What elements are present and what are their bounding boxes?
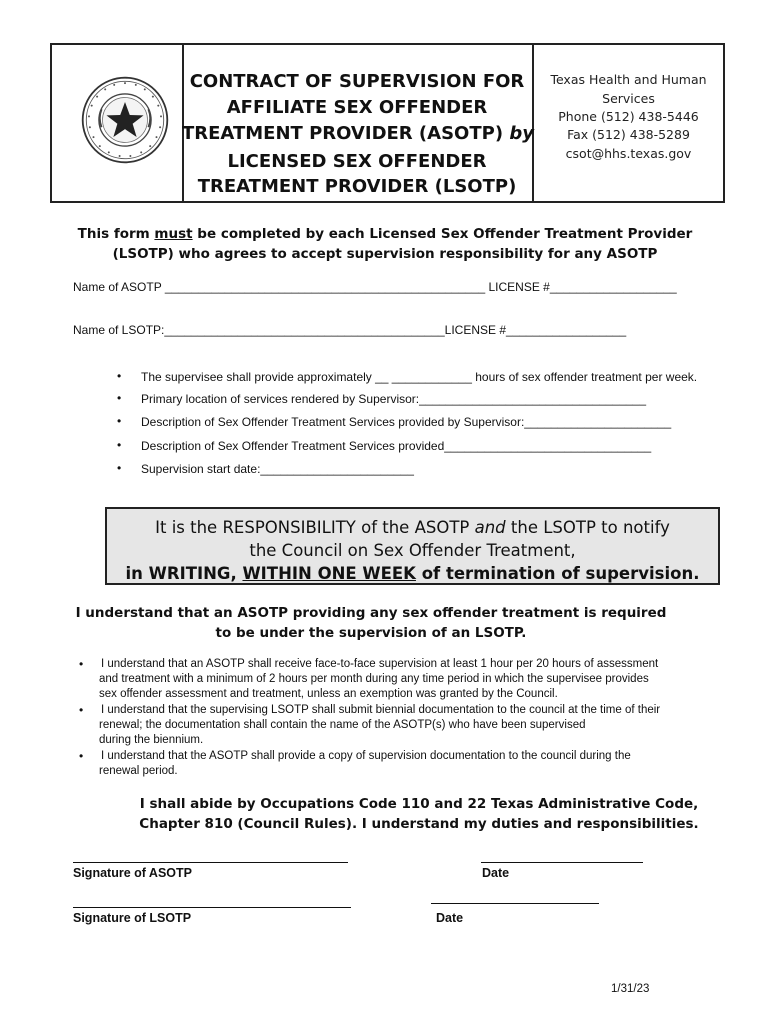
abide-line-2: Chapter 810 (Council Rules). I understand my duties and responsibilities. [139,816,699,832]
lsotp-signature-line[interactable] [73,907,351,908]
asotp-date-line[interactable] [481,862,643,863]
agency-email: csot@hhs.texas.gov [565,146,692,161]
services-provided-field[interactable]: Description of Sex Offender Treatment Services provided_______________________________ [141,439,652,453]
list-item-1-line-3: sex offender assessment and treatment, unless an exemption was granted by the Council. [99,688,558,700]
bullet-icon: • [117,461,122,475]
revision-date: 1/31/23 [611,983,650,995]
understand-line-2: to be under the supervision of an LSOTP. [215,625,527,641]
intro-line-1 [0,226,770,242]
title-cell [182,45,534,201]
list-item-2-line-1: I understand that the supervising LSOTP shall submit biennial documentation to the council at the time of their [101,704,661,716]
intro-line-1-pre: This form [77,226,155,242]
form-title-line-4: LICENSED SEX OFFENDER [227,151,487,172]
services-by-supervisor-field[interactable]: Description of Sex Offender Treatment Services provided by Supervisor:______________________ [141,415,672,429]
form-title-line-3-text: TREATMENT PROVIDER (ASOTP) [182,123,510,144]
resp-1d: and [474,518,506,537]
resp-1c: of the ASOTP [355,518,475,537]
bullet-icon: • [117,391,122,405]
supervision-start-date-field[interactable]: Supervision start date:_______________________ [141,462,414,476]
lsotp-name-license-field[interactable]: Name of LSOTP:__________________________________________LICENSE #__________________ [73,323,627,337]
resp-3a: in WRITING, [125,564,243,583]
intro-line-2: (LSOTP) who agrees to accept supervision responsibility for any ASOTP [112,246,658,262]
agency-phone: Phone (512) 438-5446 [558,109,699,124]
responsibility-notice-box [105,507,720,585]
primary-location-field[interactable]: Primary location of services rendered by Supervisor:__________________________________ [141,392,647,406]
form-title-line-1: CONTRACT OF SUPERVISION FOR [189,71,525,92]
bullet-icon: • [117,414,122,428]
bullet-icon: • [117,438,122,452]
intro-line-1-post: be completed by each Licensed Sex Offender Treatment Provider [192,226,693,242]
contact-cell [534,45,723,201]
resp-1a: It is the [155,518,223,537]
texas-seal-icon [80,75,170,165]
list-item-1-line-2: and treatment with a minimum of 2 hours per month during any time period in which the supervisee provides [99,673,649,685]
list-item-2-line-2: renewal; the documentation shall contain the name of the ASOTP(s) who have been supervised [99,719,586,731]
lsotp-date-label: Date [436,911,464,925]
resp-3b: WITHIN ONE WEEK [242,564,416,583]
seal-cell [52,45,184,201]
form-title-by: by [509,123,534,144]
header-box [50,43,725,203]
resp-1b: RESPONSIBILITY [222,518,356,537]
understand-line-1: I understand that an ASOTP providing any sex offender treatment is required [75,605,667,621]
bullet-icon: • [79,749,84,763]
lsotp-date-line[interactable] [431,903,599,904]
form-title-line-5: TREATMENT PROVIDER (LSOTP) [197,176,517,197]
responsibility-line-1 [107,518,718,537]
resp-3c: of termination of supervision. [415,564,700,583]
agency-name-line-2: Services [602,91,655,106]
responsibility-line-2: the Council on Sex Offender Treatment, [249,541,576,560]
list-item-1-line-1: I understand that an ASOTP shall receive face-to-face supervision at least 1 hour per 20 hours of assessment [101,658,659,670]
abide-line-1: I shall abide by Occupations Code 110 and 22 Texas Administrative Code, [139,796,699,812]
resp-1e: the LSOTP to notify [505,518,670,537]
asotp-date-label: Date [482,866,510,880]
list-item-3-line-2: renewal period. [99,765,178,777]
form-title-line-2: AFFILIATE SEX OFFENDER [226,97,488,118]
agency-name-line-1: Texas Health and Human [550,72,707,87]
list-item-2-line-3: during the biennium. [99,734,204,746]
bullet-icon: • [79,703,84,717]
responsibility-line-3 [107,564,718,583]
lsotp-signature-label: Signature of LSOTP [73,911,192,925]
asotp-name-license-field[interactable]: Name of ASOTP ________________________________________________ LICENSE #___________________ [73,280,677,294]
bullet-icon: • [117,369,122,383]
asotp-signature-line[interactable] [73,862,348,863]
asotp-signature-label: Signature of ASOTP [73,866,192,880]
form-title-line-3 [182,123,532,144]
bullet-icon: • [79,657,84,671]
intro-must: must [154,226,193,242]
agency-fax: Fax (512) 438-5289 [567,127,690,142]
hours-per-week-field[interactable]: The supervisee shall provide approximately __ ____________ hours of sex offender treatment per week. [141,370,698,384]
list-item-3-line-1: I understand that the ASOTP shall provide a copy of supervision documentation to the council during the [101,750,631,762]
